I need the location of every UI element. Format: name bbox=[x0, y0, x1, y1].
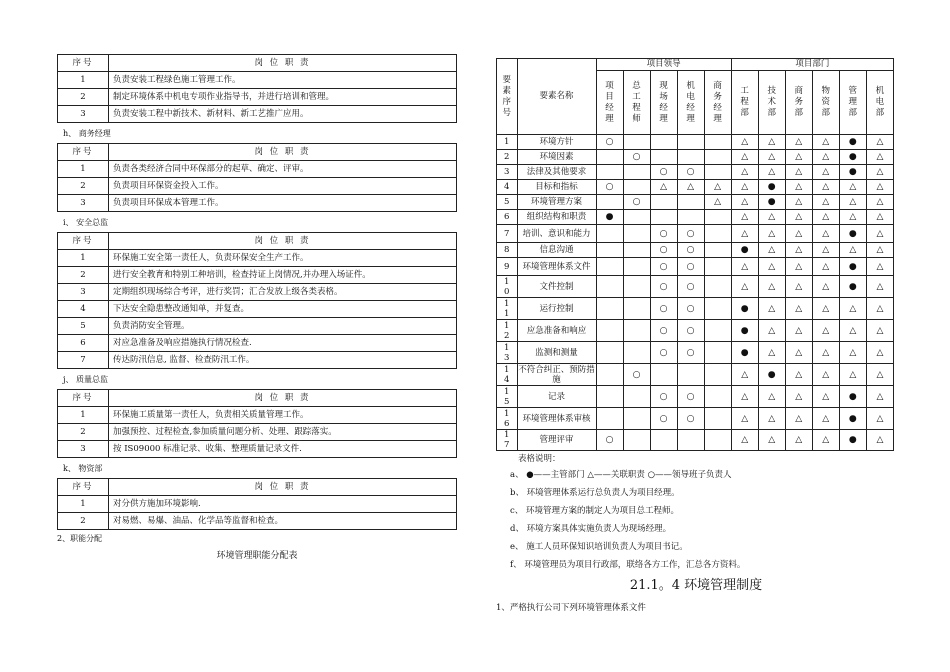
row-seq: 13 bbox=[504, 342, 510, 363]
matrix-row bbox=[497, 225, 894, 243]
matrix-cell: ● bbox=[839, 150, 866, 165]
matrix-cell: △ bbox=[812, 258, 839, 276]
matrix-cell bbox=[596, 243, 623, 258]
matrix-cell: ○ bbox=[650, 258, 677, 276]
matrix-cell: △ bbox=[758, 210, 785, 225]
row-name: 目标和指标 bbox=[517, 180, 596, 195]
col-header-seq: 要素序号 bbox=[497, 59, 518, 135]
matrix-cell bbox=[623, 298, 650, 320]
table-row: 1 环保施工安全第一责任人，负责环保安全生产工作。 bbox=[58, 250, 457, 267]
matrix-cell bbox=[596, 276, 623, 298]
matrix-cell bbox=[596, 195, 623, 210]
matrix-cell: △ bbox=[704, 195, 731, 210]
table-row: 2 加强预控、过程检查,参加质量问题分析、处理、跟踪落实。 bbox=[58, 424, 457, 441]
matrix-cell: ○ bbox=[650, 225, 677, 243]
left-column bbox=[57, 54, 477, 561]
matrix-cell bbox=[704, 364, 731, 386]
matrix-cell: ○ bbox=[677, 386, 704, 408]
matrix-row bbox=[497, 298, 894, 320]
matrix-cell bbox=[704, 320, 731, 342]
matrix-cell: ○ bbox=[677, 298, 704, 320]
matrix-cell bbox=[596, 225, 623, 243]
matrix-cell: △ bbox=[812, 243, 839, 258]
matrix-cell: △ bbox=[812, 386, 839, 408]
row-name: 运行控制 bbox=[517, 298, 596, 320]
matrix-cell: △ bbox=[731, 430, 758, 451]
matrix-cell: ● bbox=[839, 276, 866, 298]
row-name: 记录 bbox=[517, 386, 596, 408]
matrix-cell: △ bbox=[866, 298, 893, 320]
matrix-cell: △ bbox=[758, 298, 785, 320]
matrix-cell: △ bbox=[785, 135, 812, 150]
matrix-cell: △ bbox=[785, 408, 812, 430]
matrix-cell: △ bbox=[839, 364, 866, 386]
matrix-row bbox=[497, 135, 894, 150]
table-row: 1 负责各类经济合同中环保部分的起草、确定、评审。 bbox=[58, 161, 457, 178]
row-name: 监测和测量 bbox=[517, 342, 596, 364]
matrix-cell: △ bbox=[785, 165, 812, 180]
row-name: 环境方针 bbox=[517, 135, 596, 150]
matrix-cell: △ bbox=[866, 430, 893, 451]
matrix-cell: △ bbox=[866, 135, 893, 150]
note-line: d、 环境方案具体实施负责人为现场经理。 bbox=[510, 524, 672, 534]
matrix-cell: ○ bbox=[623, 364, 650, 386]
matrix-cell: △ bbox=[812, 210, 839, 225]
matrix-cell bbox=[650, 150, 677, 165]
matrix-cell: ● bbox=[839, 408, 866, 430]
matrix-cell: △ bbox=[839, 243, 866, 258]
matrix-cell: △ bbox=[812, 135, 839, 150]
matrix-cell: ● bbox=[839, 165, 866, 180]
table-row: 2 进行安全教育和特别工种培训，检查持证上岗情况,并办理入场证件。 bbox=[58, 267, 457, 284]
matrix-cell: △ bbox=[866, 180, 893, 195]
matrix-cell: ○ bbox=[596, 135, 623, 150]
matrix-cell: △ bbox=[758, 165, 785, 180]
row-seq: 2 bbox=[504, 152, 510, 162]
row-seq: 10 bbox=[504, 276, 510, 297]
matrix-cell: ● bbox=[839, 386, 866, 408]
matrix-cell: △ bbox=[758, 243, 785, 258]
notes-title: 表格说明： bbox=[518, 454, 561, 464]
matrix-row bbox=[497, 276, 894, 298]
matrix-cell: ● bbox=[758, 364, 785, 386]
matrix-cell: ● bbox=[731, 298, 758, 320]
section-heading: 2、职能分配 bbox=[57, 534, 103, 543]
matrix-cell: ○ bbox=[596, 430, 623, 451]
matrix-cell bbox=[704, 258, 731, 276]
matrix-cell: △ bbox=[812, 150, 839, 165]
col-header-name: 要素名称 bbox=[517, 59, 596, 135]
row-name: 环境因素 bbox=[517, 150, 596, 165]
matrix-cell bbox=[596, 386, 623, 408]
matrix-cell bbox=[623, 210, 650, 225]
duty-table-commerce: 序号 岗 位 职 责 1 负责各类经济合同中环保部分的起草、确定、评审。 2 负责项目环保资金投入工作。 3 负责项目环保成本管理工作。 bbox=[57, 143, 457, 212]
section-heading: h、 商务经理 bbox=[63, 129, 111, 138]
matrix-cell bbox=[704, 408, 731, 430]
matrix-cell: △ bbox=[866, 225, 893, 243]
matrix-cell: ○ bbox=[623, 195, 650, 210]
group-header-depts: 项目部门 bbox=[731, 59, 893, 71]
row-name: 环境管理方案 bbox=[517, 195, 596, 210]
note-line: b、 环境管理体系运行总负责人为项目经理。 bbox=[510, 488, 680, 498]
matrix-cell: △ bbox=[758, 342, 785, 364]
matrix-cell bbox=[650, 135, 677, 150]
matrix-row bbox=[497, 165, 894, 180]
matrix-cell: △ bbox=[812, 165, 839, 180]
function-matrix: 要素序号 要素名称 项目领导 项目部门 项目经理 总工程师 现场经理 机电经理 商务经理 工程部 技术部 商务部 物资部 管理部 机电部 1 环境方针 ○ △ △ △ △ ● △ 2 环境因素 ○ △ △ △ △ ● △ 3 法律及其他要求 ○ ○ △ △ △ △ ● △ 4 目标和指标 ○ △ △ △ △ ● △ △ △ △ 5 环境管理方案 ○ △ △ ● △ △ △ △ 6 组织结构和职责 ● △ △ △ △ △ △ 7 培训、意识和能力 ○ ○ △ △ △ △ ● △ 8 信息沟通 ○ ○ ● △ △ △ △ △ 9 环境管理体系文件 ○ ○ △ △ △ △ ● △ 10 文件控制 ○ ○ △ △ △ △ ● △ 11 运行控制 ○ ○ ● △ △ △ △ △ 12 应急准备和响应 ○ ○ ● △ △ △ △ △ 13 监测和测量 ○ ○ ● △ △ △ △ △ 14 不符合纠正、预防措施 ○ △ ● △ △ △ △ 15 记录 ○ ○ △ △ △ △ ● △ 16 环境管理体系审核 ○ ○ △ △ △ △ ● △ 17 管理评审 ○ △ △ △ △ ● △ bbox=[496, 58, 894, 451]
matrix-cell bbox=[704, 243, 731, 258]
matrix-cell: △ bbox=[866, 276, 893, 298]
col-header-seq: 序号 bbox=[58, 55, 109, 72]
duty-table-materials: 序号 岗 位 职 责 1 对分供方施加环境影响. 2 对易燃、易爆、油品、化学品等监督和检查。 bbox=[57, 478, 457, 530]
row-name: 管理评审 bbox=[517, 430, 596, 451]
matrix-cell bbox=[623, 430, 650, 451]
table-row: 2 对易燃、易爆、油品、化学品等监督和检查。 bbox=[58, 513, 457, 530]
row-seq: 4 bbox=[504, 182, 510, 192]
matrix-row bbox=[497, 258, 894, 276]
matrix-cell bbox=[704, 298, 731, 320]
matrix-cell: ● bbox=[731, 342, 758, 364]
row-seq: 11 bbox=[504, 298, 510, 319]
table-row: 3 定期组织现场综合考评，进行奖罚；汇合发放上级各类表格。 bbox=[58, 284, 457, 301]
matrix-cell bbox=[596, 364, 623, 386]
matrix-row bbox=[497, 408, 894, 430]
matrix-cell: ○ bbox=[650, 320, 677, 342]
matrix-cell: △ bbox=[785, 386, 812, 408]
note-line: c、 环境管理方案的制定人为项目总工程师。 bbox=[510, 506, 679, 516]
matrix-cell: △ bbox=[731, 258, 758, 276]
matrix-cell bbox=[623, 386, 650, 408]
table-row: 2 负责项目环保资金投入工作。 bbox=[58, 178, 457, 195]
matrix-cell: △ bbox=[812, 364, 839, 386]
matrix-cell bbox=[623, 276, 650, 298]
matrix-cell: △ bbox=[839, 210, 866, 225]
row-seq: 8 bbox=[504, 245, 510, 255]
matrix-cell bbox=[677, 210, 704, 225]
matrix-cell bbox=[596, 408, 623, 430]
matrix-cell: △ bbox=[731, 364, 758, 386]
matrix-cell bbox=[704, 135, 731, 150]
section-title: 21.1。4 环境管理制度 bbox=[629, 578, 763, 593]
matrix-row bbox=[497, 195, 894, 210]
matrix-cell: ○ bbox=[677, 225, 704, 243]
matrix-cell: △ bbox=[812, 225, 839, 243]
matrix-cell: △ bbox=[785, 342, 812, 364]
row-name: 信息沟通 bbox=[517, 243, 596, 258]
matrix-cell bbox=[596, 342, 623, 364]
matrix-cell: △ bbox=[758, 225, 785, 243]
table-row: 2 制定环境体系中机电专项作业指导书，并进行培训和管理。 bbox=[58, 89, 457, 106]
section-heading: j、 质量总监 bbox=[63, 375, 109, 384]
matrix-row bbox=[497, 243, 894, 258]
row-seq: 16 bbox=[504, 408, 510, 429]
matrix-cell: ● bbox=[731, 320, 758, 342]
matrix-cell bbox=[704, 225, 731, 243]
matrix-cell: ● bbox=[839, 258, 866, 276]
matrix-cell: △ bbox=[758, 258, 785, 276]
matrix-cell bbox=[623, 243, 650, 258]
row-seq: 17 bbox=[504, 430, 510, 450]
matrix-cell: ○ bbox=[650, 386, 677, 408]
body-line: 1、严格执行公司下列环境管理体系文件 bbox=[496, 603, 646, 613]
matrix-cell bbox=[704, 276, 731, 298]
right-column bbox=[496, 58, 896, 613]
matrix-cell bbox=[623, 225, 650, 243]
col-header-duty: 岗 位 职 责 bbox=[109, 55, 457, 72]
row-seq: 12 bbox=[504, 320, 510, 341]
matrix-cell: △ bbox=[785, 195, 812, 210]
matrix-cell: △ bbox=[785, 258, 812, 276]
matrix-row bbox=[497, 430, 894, 451]
matrix-cell: ● bbox=[839, 225, 866, 243]
row-name: 不符合纠正、预防措施 bbox=[518, 364, 595, 385]
matrix-cell: △ bbox=[731, 408, 758, 430]
matrix-cell: △ bbox=[785, 320, 812, 342]
matrix-cell: ○ bbox=[650, 276, 677, 298]
matrix-cell: △ bbox=[677, 180, 704, 195]
table-row: 3 按 IS09000 标准记录、收集、整理质量记录文件. bbox=[58, 441, 457, 458]
matrix-cell bbox=[677, 150, 704, 165]
note-line: f、 环境管理员为项目行政部，联络各方工作，汇总各方资料。 bbox=[510, 560, 746, 570]
matrix-cell: ● bbox=[596, 210, 623, 225]
row-seq: 1 bbox=[504, 137, 510, 147]
matrix-cell: △ bbox=[758, 320, 785, 342]
matrix-cell: △ bbox=[731, 135, 758, 150]
matrix-cell bbox=[650, 364, 677, 386]
matrix-cell bbox=[650, 430, 677, 451]
matrix-cell: △ bbox=[731, 165, 758, 180]
matrix-cell bbox=[677, 364, 704, 386]
section-heading: k、 物资部 bbox=[63, 464, 103, 473]
note-line: e、 施工人员环保知识培训负责人为项目书记。 bbox=[510, 542, 688, 552]
row-seq: 15 bbox=[504, 386, 510, 407]
row-name: 组织结构和职责 bbox=[517, 210, 596, 225]
matrix-cell: ● bbox=[758, 180, 785, 195]
matrix-cell: △ bbox=[839, 180, 866, 195]
matrix-cell: △ bbox=[866, 320, 893, 342]
matrix-row bbox=[497, 342, 894, 364]
matrix-cell: △ bbox=[839, 195, 866, 210]
matrix-cell: ○ bbox=[677, 258, 704, 276]
matrix-row bbox=[497, 364, 894, 386]
matrix-cell: △ bbox=[812, 180, 839, 195]
row-name: 法律及其他要求 bbox=[517, 165, 596, 180]
matrix-cell bbox=[596, 298, 623, 320]
matrix-cell: △ bbox=[866, 210, 893, 225]
matrix-cell: △ bbox=[731, 195, 758, 210]
row-name: 培训、意识和能力 bbox=[517, 225, 596, 243]
matrix-cell: △ bbox=[812, 320, 839, 342]
matrix-row bbox=[497, 180, 894, 195]
matrix-cell bbox=[704, 150, 731, 165]
matrix-cell bbox=[623, 320, 650, 342]
matrix-cell: △ bbox=[758, 430, 785, 451]
notes-block bbox=[496, 452, 896, 570]
matrix-cell: △ bbox=[785, 430, 812, 451]
matrix-row bbox=[497, 210, 894, 225]
matrix-cell: △ bbox=[758, 150, 785, 165]
matrix-cell: △ bbox=[785, 298, 812, 320]
matrix-cell: △ bbox=[650, 180, 677, 195]
matrix-cell: △ bbox=[812, 408, 839, 430]
matrix-cell: ○ bbox=[623, 150, 650, 165]
row-name: 应急准备和响应 bbox=[517, 320, 596, 342]
group-header-leaders: 项目领导 bbox=[596, 59, 731, 71]
matrix-cell bbox=[650, 210, 677, 225]
matrix-cell: ○ bbox=[650, 243, 677, 258]
matrix-cell: △ bbox=[758, 408, 785, 430]
matrix-cell bbox=[623, 180, 650, 195]
matrix-cell: △ bbox=[731, 225, 758, 243]
matrix-cell: △ bbox=[785, 150, 812, 165]
matrix-cell bbox=[704, 342, 731, 364]
matrix-cell: ○ bbox=[677, 276, 704, 298]
row-name: 环境管理体系审核 bbox=[517, 408, 596, 430]
matrix-cell: △ bbox=[731, 210, 758, 225]
table-row: 5 负责消防安全管理。 bbox=[58, 318, 457, 335]
matrix-row bbox=[497, 320, 894, 342]
table-row: 1 对分供方施加环境影响. bbox=[58, 496, 457, 513]
matrix-cell bbox=[704, 165, 731, 180]
matrix-cell: △ bbox=[731, 180, 758, 195]
matrix-cell: △ bbox=[785, 276, 812, 298]
matrix-cell: ● bbox=[839, 135, 866, 150]
table-row: 4 下达安全隐患整改通知单，并复查。 bbox=[58, 301, 457, 318]
matrix-cell bbox=[677, 195, 704, 210]
matrix-cell bbox=[596, 150, 623, 165]
matrix-cell: △ bbox=[866, 342, 893, 364]
matrix-cell: △ bbox=[866, 258, 893, 276]
matrix-cell: △ bbox=[866, 165, 893, 180]
matrix-cell: △ bbox=[812, 195, 839, 210]
matrix-cell: △ bbox=[758, 135, 785, 150]
table-row: 7 传达防汛信息, 监督、检查防汛工作。 bbox=[58, 352, 457, 369]
row-seq: 7 bbox=[504, 228, 510, 239]
matrix-cell: △ bbox=[758, 386, 785, 408]
matrix-cell bbox=[677, 430, 704, 451]
matrix-cell: △ bbox=[731, 150, 758, 165]
matrix-cell: ○ bbox=[650, 342, 677, 364]
matrix-cell: ○ bbox=[596, 180, 623, 195]
matrix-cell bbox=[623, 165, 650, 180]
matrix-cell: △ bbox=[812, 342, 839, 364]
table-row: 1 环保施工质量第一责任人，负责相关质量管理工作。 bbox=[58, 407, 457, 424]
duty-table-quality: 序号 岗 位 职 责 1 环保施工质量第一责任人，负责相关质量管理工作。 2 加强预控、过程检查,参加质量问题分析、处理、跟踪落实。 3 按 IS09000 标准记录、收集、整理质量记录文件. bbox=[57, 389, 457, 458]
matrix-cell: ○ bbox=[650, 298, 677, 320]
matrix-cell: △ bbox=[704, 180, 731, 195]
table-caption: 环境管理职能分配表 bbox=[216, 551, 298, 561]
matrix-cell: △ bbox=[839, 320, 866, 342]
matrix-cell: △ bbox=[731, 386, 758, 408]
matrix-cell: ○ bbox=[677, 243, 704, 258]
table-row: 3 负责项目环保成本管理工作。 bbox=[58, 195, 457, 212]
matrix-cell: ● bbox=[758, 195, 785, 210]
matrix-cell: ○ bbox=[677, 408, 704, 430]
row-seq: 5 bbox=[504, 197, 510, 207]
row-name: 文件控制 bbox=[517, 276, 596, 298]
matrix-cell bbox=[704, 430, 731, 451]
table-row: 3 负责安装工程中新技术、新材料、新工艺推广应用。 bbox=[58, 106, 457, 123]
note-line: a、 ●——主管部门 △——关联职责 ○——领导班子负责人 bbox=[510, 470, 732, 480]
matrix-cell bbox=[623, 258, 650, 276]
matrix-cell bbox=[596, 320, 623, 342]
matrix-cell bbox=[623, 342, 650, 364]
table-row: 6 对应急准备及响应措施执行情况检查. bbox=[58, 335, 457, 352]
matrix-cell: △ bbox=[866, 408, 893, 430]
matrix-cell: △ bbox=[785, 225, 812, 243]
matrix-cell: △ bbox=[785, 180, 812, 195]
matrix-cell: ○ bbox=[650, 408, 677, 430]
matrix-cell: △ bbox=[785, 364, 812, 386]
matrix-cell: ● bbox=[731, 243, 758, 258]
table-row: 1 负责安装工程绿色施工管理工作。 bbox=[58, 72, 457, 89]
matrix-cell: △ bbox=[812, 276, 839, 298]
matrix-cell: △ bbox=[866, 195, 893, 210]
matrix-cell: ○ bbox=[650, 165, 677, 180]
row-seq: 3 bbox=[504, 167, 510, 177]
matrix-cell: △ bbox=[839, 298, 866, 320]
duty-table-safety: 序号 岗 位 职 责 1 环保施工安全第一责任人，负责环保安全生产工作。 2 进行安全教育和特别工种培训，检查持证上岗情况,并办理入场证件。 3 定期组织现场综合考评，进行奖罚；汇合发放上级各类表格。 4 下达安全隐患整改通知单，并复查。 5 负责消防安全管理。 6 对应急准备及响应措施执行情况检查. 7 传达防汛信息, 监督、检查防汛工作。 bbox=[57, 232, 457, 369]
matrix-cell bbox=[596, 258, 623, 276]
matrix-cell bbox=[596, 165, 623, 180]
matrix-cell: ○ bbox=[677, 342, 704, 364]
matrix-cell: ○ bbox=[677, 320, 704, 342]
row-seq: 14 bbox=[504, 364, 510, 385]
matrix-row bbox=[497, 386, 894, 408]
matrix-cell: △ bbox=[866, 243, 893, 258]
row-seq: 6 bbox=[504, 212, 510, 222]
matrix-cell: △ bbox=[812, 298, 839, 320]
matrix-cell: ○ bbox=[677, 165, 704, 180]
matrix-cell bbox=[704, 386, 731, 408]
matrix-cell bbox=[623, 408, 650, 430]
matrix-cell: ● bbox=[839, 430, 866, 451]
matrix-cell: △ bbox=[758, 276, 785, 298]
matrix-cell: △ bbox=[866, 364, 893, 386]
matrix-cell: △ bbox=[812, 430, 839, 451]
matrix-cell: △ bbox=[866, 386, 893, 408]
section-heading: i、 安全总监 bbox=[63, 218, 109, 227]
matrix-cell: △ bbox=[731, 276, 758, 298]
matrix-cell bbox=[623, 135, 650, 150]
matrix-cell bbox=[677, 135, 704, 150]
matrix-cell bbox=[704, 210, 731, 225]
duty-table-electrical bbox=[57, 54, 457, 123]
matrix-cell: △ bbox=[785, 243, 812, 258]
row-name: 环境管理体系文件 bbox=[517, 258, 596, 276]
matrix-cell: △ bbox=[839, 342, 866, 364]
matrix-cell: △ bbox=[785, 210, 812, 225]
matrix-cell bbox=[650, 195, 677, 210]
matrix-cell: △ bbox=[866, 150, 893, 165]
matrix-row bbox=[497, 150, 894, 165]
row-seq: 9 bbox=[504, 261, 510, 272]
